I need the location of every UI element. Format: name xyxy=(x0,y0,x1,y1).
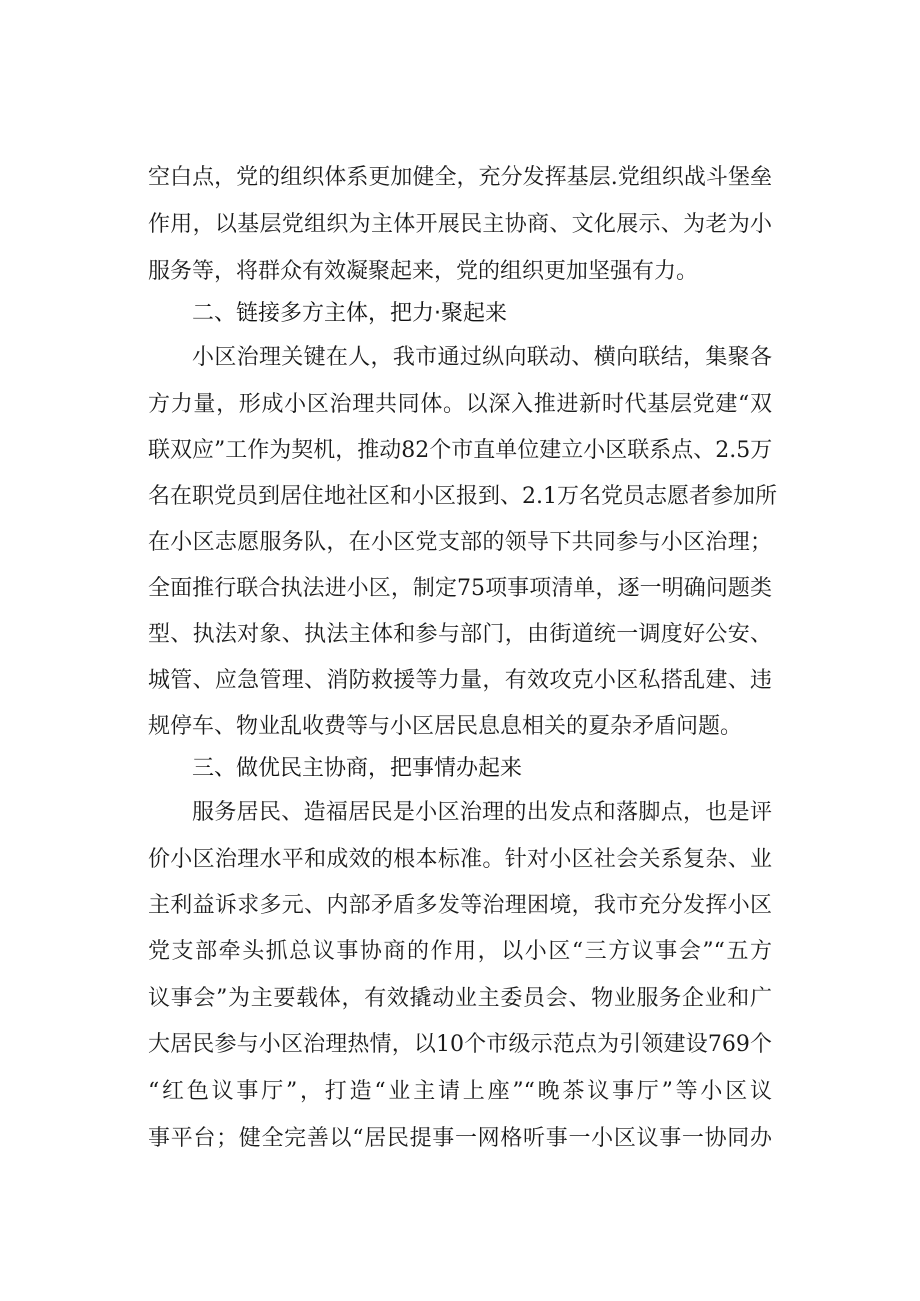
body-line: 空白点，党的组织体系更加健全，充分发挥基层.党组织战斗堡垒 xyxy=(148,165,772,190)
body-line: 事平台；健全完善以“居民提事一网格听事一小区议事一协同办 xyxy=(148,1126,772,1151)
section-heading-2: 二、链接多方主体，把力·聚起来 xyxy=(192,301,507,326)
body-line: 服务居民、造福居民是小区治理的出发点和落脚点，也是评 xyxy=(192,800,772,825)
body-line: 大居民参与小区治理热情，以10个市级示范点为引领建设769个 xyxy=(148,1032,772,1057)
section-heading-3: 三、做优民主协商，把事情办起来 xyxy=(192,756,523,781)
body-line: 方力量，形成小区治理共同体。以深入推进新时代基层党建“双 xyxy=(148,392,772,417)
body-line: 名在职党员到居住地社区和小区报到、2.1万名党员志愿者参加所 xyxy=(148,484,777,509)
body-line: 规停车、物业乱收费等与小区居民息息相关的夏杂矛盾问题。 xyxy=(148,714,743,739)
body-line: 在小区志愿服务队，在小区党支部的领导下共同参与小区治理； xyxy=(148,530,772,555)
body-line: 议事会”为主要载体，有效撬动业主委员会、物业服务企业和广 xyxy=(148,986,772,1011)
body-line: 作用，以基层党组织为主体开展民主协商、文化展示、为老为小 xyxy=(148,212,772,237)
body-line: 联双应”工作为契机，推动82个市直单位建立小区联系点、2.5万 xyxy=(148,438,773,463)
body-line: 城管、应急管理、消防救援等力量，有效攻克小区私搭乱建、违 xyxy=(148,668,772,693)
body-line: “红色议事厅”，打造“业主请上座”“晚茶议事厅”等小区议 xyxy=(148,1079,772,1104)
body-line: 主利益诉求多元、内部矛盾多发等治理困境，我市充分发挥小区 xyxy=(148,893,772,918)
body-line: 服务等，将群众有效凝聚起来，党的组织更加坚强有力。 xyxy=(148,259,699,284)
body-line: 党支部牵头抓总议事协商的作用，以小区“三方议事会”“五方 xyxy=(148,939,772,964)
body-line: 小区治理关键在人，我市通过纵向联动、横向联结，集聚各 xyxy=(192,345,772,370)
body-line: 价小区治理水平和成效的根本标准。针对小区社会关系复杂、业 xyxy=(148,847,772,872)
body-line: 型、执法对象、执法主体和参与部门，由街道统一调度好公安、 xyxy=(148,622,772,647)
body-line: 全面推行联合执法进小区，制定75项事项清单，逐一明确问题类 xyxy=(148,576,772,601)
